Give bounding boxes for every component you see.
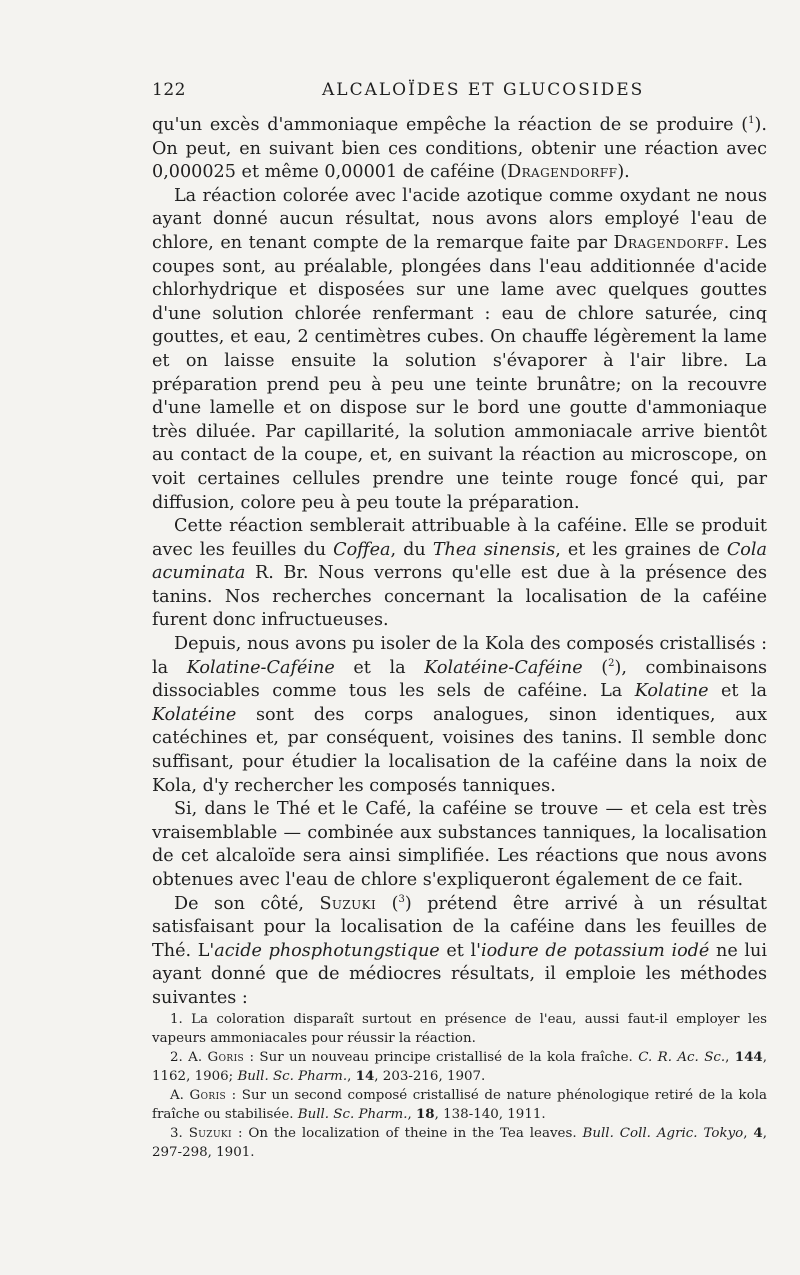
species-name: Thea sinensis [432, 539, 556, 560]
volume-number: 18 [415, 1106, 435, 1122]
volume-number: 144 [734, 1049, 763, 1065]
compound-name: Kolatine-Caféine [186, 657, 335, 678]
author-name: Dragendorff [613, 232, 724, 253]
author-name: Goris [189, 1088, 227, 1103]
paragraph-6: De son côté, Suzuki ($^3$) prétend être arrivé à un résultat satisfaisant pour la localisation de la caféine dans les feuilles de Thé. L'acide phosphotungstique et l'iodure de potassium iodé ne lui ayant donné que de médiocres résultats, il emploie les méthodes suivantes : [152, 893, 768, 1008]
journal-name: Bull. Coll. Agric. Tokyo [582, 1126, 744, 1141]
footnotes [152, 1010, 767, 1162]
species-name: Coffea [333, 539, 391, 560]
species-name: Cola acuminata [152, 539, 768, 584]
running-title: ALCALOÏDES ET GLUCOSIDES [322, 80, 645, 100]
main-text [152, 114, 767, 1011]
footnote-3: 3. Suzuki : On the localization of theine in the Tea leaves. Bull. Coll. Agric. Tokyo, 4, 297-298, 1901. [152, 1125, 768, 1160]
page-number: 122 [152, 80, 186, 100]
paragraph-4: Depuis, nous avons pu isoler de la Kola des composés cristallisés : la Kolatine-Caféine et la Kolatéine-Caféine ($^2$), combinaisons dissociables comme tous les sels de caféine. La Kolatine et la Kolatéine sont des corps analogues, sinon identiques, aux catéchines et, par conséquent, voisines des tanins. Il semble donc suffisant, pour étudier la localisation de la caféine dans la noix de Kola, d'y rechercher les composés tanniques. [152, 634, 767, 796]
footnote-ref-1[interactable]: 1 [748, 115, 755, 127]
footnote-2b: A. Goris : Sur un second composé cristallisé de nature phénologique retiré de la kola fraîche ou stabilisée. Bull. Sc. Pharm., 18, 138-140, 1911. [152, 1088, 767, 1122]
volume-number: 14 [355, 1068, 375, 1084]
paragraph-3: Cette réaction semblerait attribuable à la caféine. Elle se produit avec les feuilles du Coffea, du Thea sinensis, et les graines de Cola acuminata R. Br. Nous verrons qu'elle est due à la présence des tanins. Nos recherches concernant la localisation de la caféine furent donc infructueuses. [152, 516, 768, 631]
page-header [152, 80, 752, 104]
volume-number: 4 [753, 1125, 763, 1141]
reagent-name: iodure de potassium iodé [481, 940, 710, 961]
compound-name: Kolatéine-Caféine [424, 657, 583, 678]
footnote-ref-3[interactable]: 3 [398, 893, 405, 905]
paragraph-5: Si, dans le Thé et le Café, la caféine se trouve — et cela est très vraisemblable — combinée aux substances tanniques, la localisation de cet alcaloïde sera ainsi simplifiée. Les réactions que nous avons obtenues avec l'eau de chlore s'expliqueront également de ce fait. [152, 799, 767, 890]
paragraph-2: La réaction colorée avec l'acide azotique comme oxydant ne nous ayant donné aucun résultat, nous avons alors employé l'eau de chlore, en tenant compte de la remarque faite par Dragendorff. Les coupes sont, au préalable, plongées dans l'eau additionnée d'acide chlorhydrique et disposées sur une lame avec quelques gouttes d'une solution chlorée renfermant : eau de chlore saturée, cinq gouttes, et eau, 2 centimètres cubes. On chauffe légèrement la lame et on laisse ensuite la solution s'évaporer à l'air libre. La préparation prend peu à peu une teinte brunâtre; on la recouvre d'une lamelle et on dispose sur le bord une goutte d'ammoniaque très diluée. Par capillarité, la solution ammoniacale arrive bientôt au contact de la coupe, et, en suivant la réaction au microscope, on voit certaines cellules prendre une teinte rouge foncé qui, par diffusion, colore peu à peu toute la préparation. [152, 185, 767, 513]
author-name: Suzuki [188, 1126, 233, 1141]
author-name: Dragendorff [507, 162, 618, 183]
footnote-1: 1. La coloration disparaît surtout en présence de l'eau, aussi faut-il employer les vapeurs ammoniacales pour réussir la réaction. [152, 1012, 767, 1046]
author-name: Suzuki [319, 893, 377, 914]
footnote-ref-2[interactable]: 2 [608, 657, 615, 669]
footnote-2: 2. A. Goris : Sur un nouveau principe cristallisé de la kola fraîche. C. R. Ac. Sc., 144, 1162, 1906; Bull. Sc. Pharm., 14, 203-216, 1907. [152, 1049, 767, 1084]
journal-name: Bull. Sc. Pharm. [297, 1107, 408, 1122]
author-name: Goris [207, 1050, 245, 1065]
compound-name: Kolatéine [152, 704, 237, 725]
reagent-name: acide phosphotungstique [214, 940, 440, 961]
journal-name: C. R. Ac. Sc. [638, 1050, 726, 1065]
journal-name: Bull. Sc. Pharm. [237, 1069, 348, 1084]
paragraph-1: qu'un excès d'ammoniaque empêche la réaction de se produire ($^1$). On peut, en suivant bien ces conditions, obtenir une réaction avec 0,000025 et même 0,00001 de caféine (Dragendorff). [152, 115, 767, 183]
compound-name: Kolatine [634, 681, 709, 702]
